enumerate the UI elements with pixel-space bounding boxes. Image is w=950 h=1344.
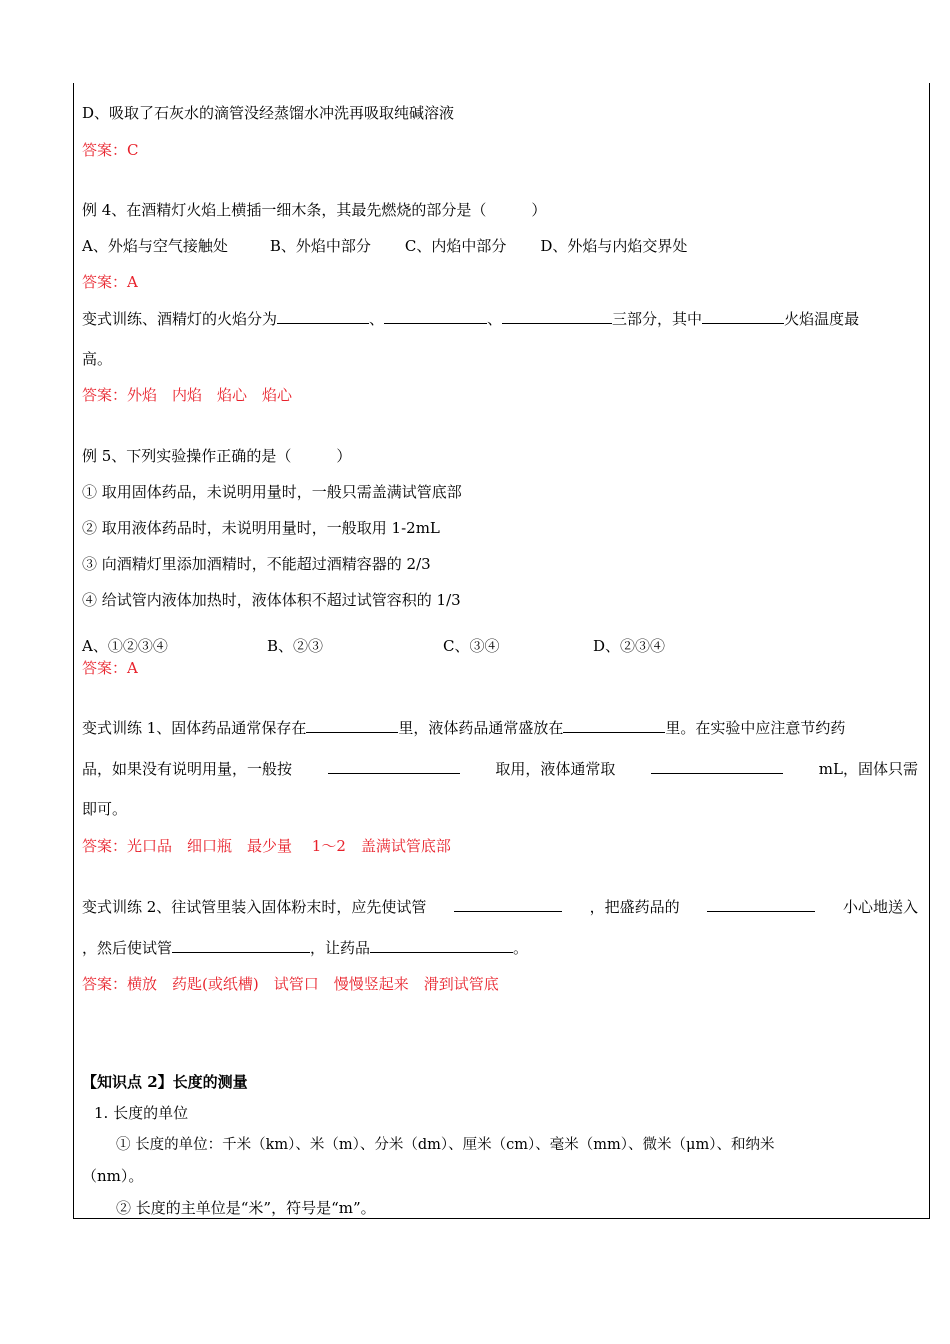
variant-3-line-1 xyxy=(82,897,918,917)
fill-blank[interactable] xyxy=(172,938,310,953)
variant-3-text: 小心地送入 xyxy=(842,898,918,916)
variant-1-text: 火焰温度最 xyxy=(784,310,860,328)
variant-3-text: ，然后使试管 xyxy=(82,939,173,957)
variant-2-line-1 xyxy=(82,718,845,738)
fill-blank[interactable] xyxy=(277,309,369,324)
ex3-option-d: D、吸取了石灰水的滴管没经蒸馏水冲洗再吸取纯碱溶液 xyxy=(82,104,455,122)
fill-blank[interactable] xyxy=(328,759,460,774)
variant-2-text: 取用，液体通常取 xyxy=(495,760,616,778)
ex4-options xyxy=(82,236,687,256)
ex5-statement-4: ④ 给试管内液体加热时，液体体积不超过试管容积的 1/3 xyxy=(82,591,461,609)
variant-1-text: 三部分，其中 xyxy=(612,310,703,328)
variant-2-text: mL，固体只需 xyxy=(818,760,918,778)
fill-blank[interactable] xyxy=(707,897,815,912)
variant-3-text: 。 xyxy=(513,939,529,957)
fill-blank[interactable] xyxy=(651,759,783,774)
kp2-units: ① 长度的单位：千米（km）、米（m）、分米（dm）、厘米（cm）、毫米（mm）、微米（μm）、和纳米 xyxy=(116,1137,775,1153)
ex5-option-b: B、②③ xyxy=(267,637,324,655)
variant-3-text: ，把盛药品的 xyxy=(589,898,680,916)
ex5-option-c: C、③④ xyxy=(443,637,500,655)
ex5-statement-3: ③ 向酒精灯里添加酒精时，不能超过酒精容器的 2/3 xyxy=(82,555,431,573)
answer-5: 答案：A xyxy=(82,659,138,677)
answer-variant-3: 答案：横放 药匙(或纸槽) 试管口 慢慢竖起来 滑到试管底 xyxy=(82,975,499,993)
ex5-question: 例 5、下列实验操作正确的是（ ） xyxy=(82,447,352,465)
fill-blank[interactable] xyxy=(502,309,612,324)
kp2-item-1: 1. 长度的单位 xyxy=(94,1104,189,1122)
variant-1-sep: 、 xyxy=(369,310,385,328)
ex5-statement-2: ② 取用液体药品时，未说明用量时，一般取用 1-2mL xyxy=(82,519,440,537)
variant-1-line-1 xyxy=(82,309,859,329)
fill-blank[interactable] xyxy=(563,718,665,733)
variant-2-text: 变式训练 1、固体药品通常保存在 xyxy=(82,719,307,737)
ex5-option-d: D、②③④ xyxy=(593,637,666,655)
answer-variant-2: 答案：光口品 细口瓶 最少量 1～2 盖满试管底部 xyxy=(82,837,451,855)
variant-3-text: ，让药品 xyxy=(310,939,371,957)
ex4-option-c: C、内焰中部分 xyxy=(404,237,507,255)
fill-blank[interactable] xyxy=(454,897,562,912)
fill-blank[interactable] xyxy=(702,309,784,324)
ex4-option-b: B、外焰中部分 xyxy=(269,237,371,255)
ex5-option-a: A、①②③④ xyxy=(82,637,168,655)
fill-blank[interactable] xyxy=(370,938,513,953)
fill-blank[interactable] xyxy=(306,718,398,733)
variant-3-line-2 xyxy=(82,938,528,958)
answer-3: 答案：C xyxy=(82,141,139,159)
variant-1-sep: 、 xyxy=(487,310,503,328)
variant-2-text: 里。在实验中应注意节约药 xyxy=(665,719,846,737)
ex4-option-a: A、外焰与空气接触处 xyxy=(82,237,228,255)
answer-4: 答案：A xyxy=(82,273,138,291)
kp2-main-unit: ② 长度的主单位是“米”，符号是“m”。 xyxy=(116,1199,376,1217)
variant-2-line-3: 即可。 xyxy=(82,800,128,818)
ex5-options xyxy=(82,636,665,656)
variant-2-text: 里，液体药品通常盛放在 xyxy=(398,719,564,737)
variant-3-text: 变式训练 2、往试管里装入固体粉末时，应先使试管 xyxy=(82,898,427,916)
ex4-option-d: D、外焰与内焰交界处 xyxy=(540,237,688,255)
fill-blank[interactable] xyxy=(384,309,487,324)
variant-2-text: 品，如果没有说明用量，一般按 xyxy=(82,760,293,778)
variant-2-line-2 xyxy=(82,759,918,779)
ex4-question: 例 4、在酒精灯火焰上横插一细木条，其最先燃烧的部分是（ ） xyxy=(82,201,547,219)
ex5-statement-1: ① 取用固体药品，未说明用量时，一般只需盖满试管底部 xyxy=(82,483,462,501)
kp2-units-cont: （nm）。 xyxy=(82,1167,144,1185)
variant-1-text: 变式训练、酒精灯的火焰分为 xyxy=(82,310,278,328)
knowledge-point-2-title: 【知识点 2】长度的测量 xyxy=(82,1073,248,1091)
variant-1-line-2: 高。 xyxy=(82,350,113,368)
answer-variant-1: 答案：外焰 内焰 焰心 焰心 xyxy=(82,386,293,404)
